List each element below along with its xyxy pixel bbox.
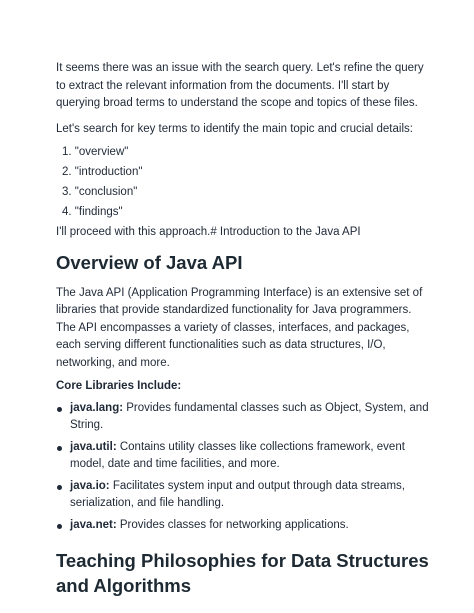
list-item	[56, 517, 434, 535]
library-name: java.io:	[70, 479, 110, 492]
core-libraries-heading: Core Libraries Include:	[56, 380, 182, 392]
intro-paragraph: It seems there was an issue with the search query. Let's refine the query to extract the relevant information from the documents. I'll start by querying broad terms to understand the scope and topics of these files.	[56, 62, 424, 109]
proceed-paragraph: I'll proceed with this approach.# Introduction to the Java API	[56, 226, 361, 238]
list-item	[56, 400, 434, 435]
list-number: 3.	[62, 186, 72, 198]
list-item	[56, 142, 434, 162]
list-item	[56, 162, 434, 182]
bullet-icon	[57, 485, 62, 490]
bullet-icon	[57, 407, 62, 412]
library-name: java.net:	[70, 518, 117, 531]
list-number: 2.	[62, 166, 72, 178]
list-item	[56, 202, 434, 222]
list-number: 1.	[62, 146, 72, 158]
library-description: Contains utility classes like collections framework, event model, date and time facilities, and more.	[70, 440, 405, 470]
term-text: "overview"	[74, 146, 129, 158]
bullet-icon	[57, 524, 62, 529]
search-terms-list	[56, 142, 434, 222]
overview-description: The Java API (Application Programming Interface) is an extensive set of libraries that provide standardized functionality for Java programmers. The API encompasses a variety of classes, interfaces, and packages, each serving different functionalities such as data structures, I/O, networking, and more.	[56, 286, 423, 369]
core-libraries-list	[56, 400, 434, 535]
bullet-icon	[57, 446, 62, 451]
library-description: Facilitates system input and output through data streams, serialization, and file handling.	[70, 479, 405, 509]
library-name: java.lang:	[70, 401, 124, 414]
list-number: 4.	[62, 206, 72, 218]
list-item	[56, 439, 434, 474]
library-description: Provides classes for networking applications.	[116, 518, 349, 531]
library-description: Provides fundamental classes such as Object, System, and String.	[70, 401, 429, 431]
list-item	[56, 182, 434, 202]
term-text: "conclusion"	[74, 186, 138, 198]
teaching-philosophies-heading: Teaching Philosophies for Data Structures and Algorithms	[56, 550, 429, 596]
list-item	[56, 478, 434, 513]
overview-heading: Overview of Java API	[56, 251, 243, 273]
term-text: "findings"	[74, 206, 123, 218]
term-text: "introduction"	[74, 166, 143, 178]
library-name: java.util:	[70, 440, 117, 453]
search-terms-lead: Let's search for key terms to identify the main topic and crucial details:	[56, 122, 413, 135]
